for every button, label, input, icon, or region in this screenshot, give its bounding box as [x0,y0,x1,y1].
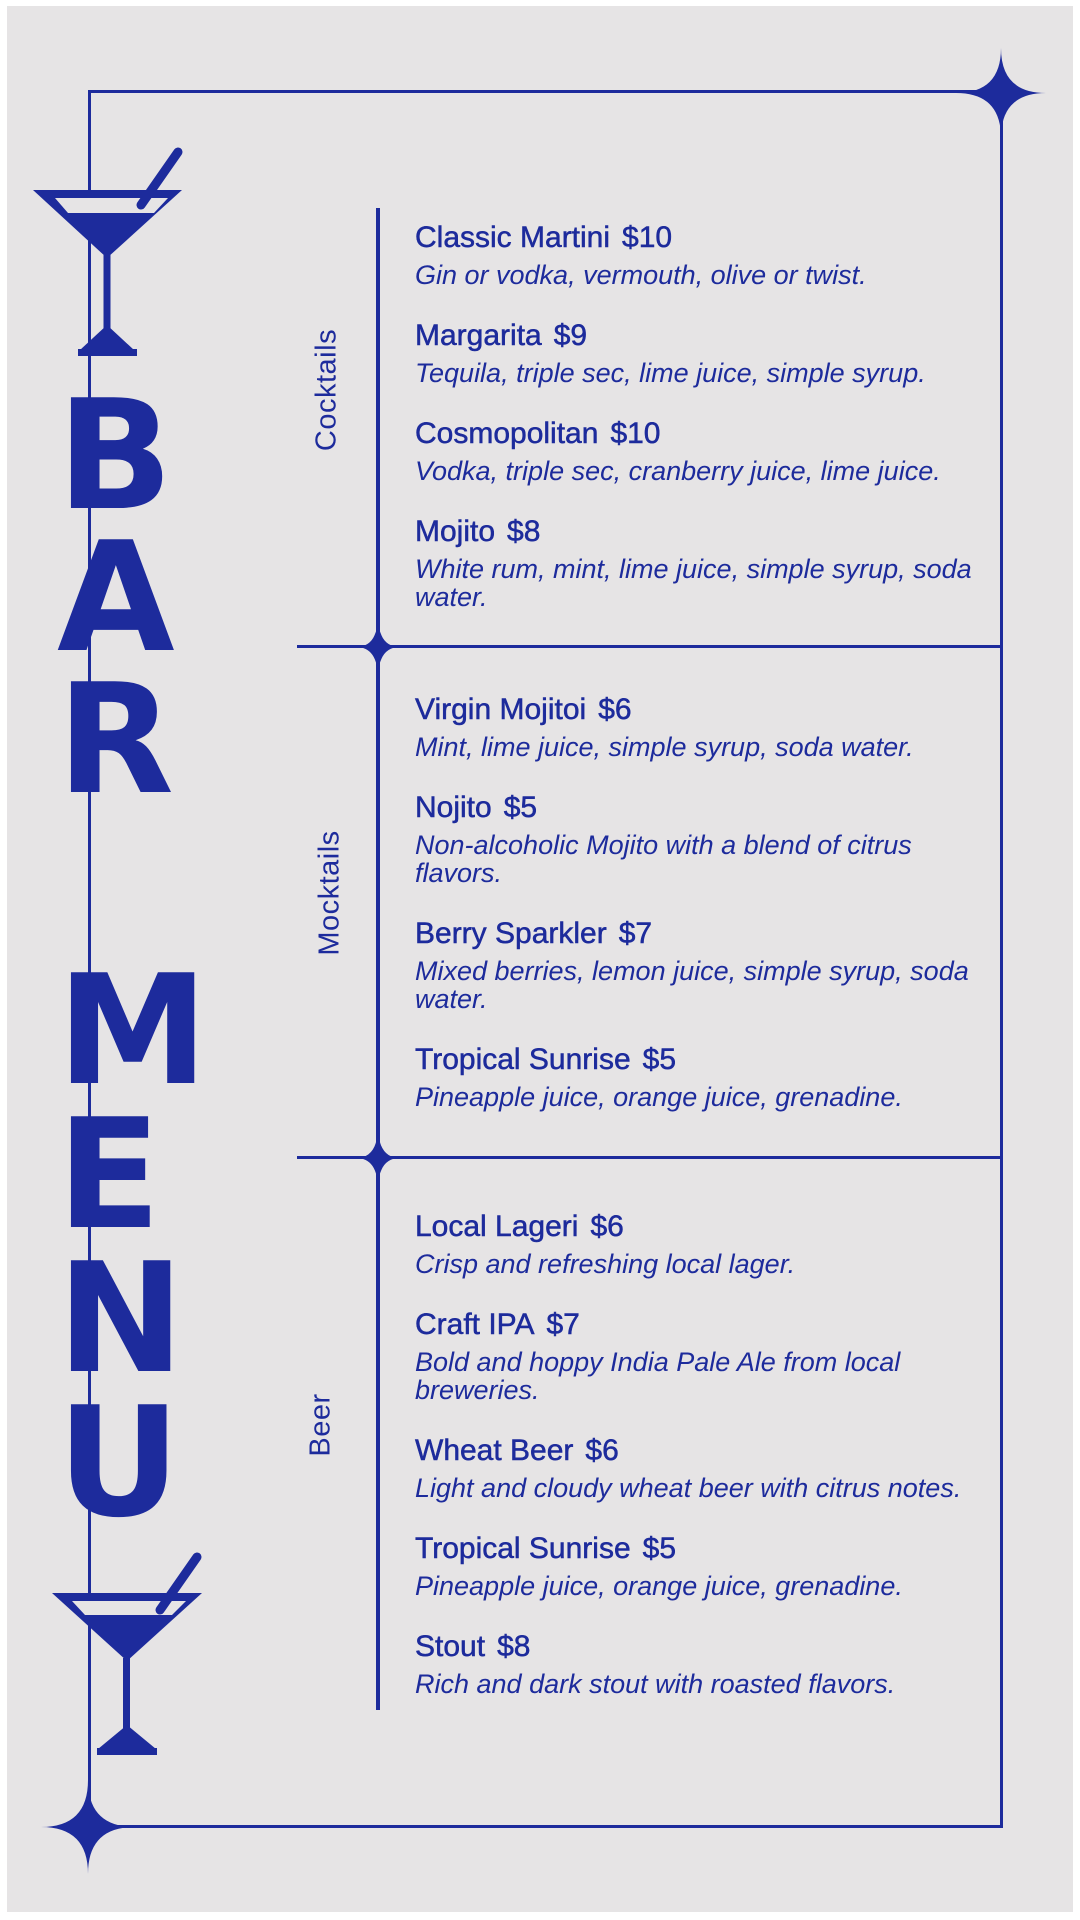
item-name: Nojito [415,791,492,824]
item-price: $9 [553,319,588,352]
item-price: $10 [610,417,661,450]
menu-item-title [415,1630,995,1664]
sparkle-icon [955,47,1047,139]
diamond-sparkle-icon [355,1125,401,1191]
item-name: Virgin Mojitoi [415,693,587,726]
menu-item [415,1210,995,1278]
item-name: Stout [415,1630,486,1663]
item-description: Crisp and refreshing local lager. [415,1249,796,1279]
martini-glass-icon [40,1545,215,1760]
item-name: Mojito [415,515,496,548]
item-price: $6 [590,1210,624,1243]
menu-item [415,1532,995,1600]
menu-item-title [415,1043,995,1077]
title-letter: U [57,1373,181,1551]
menu-item-title [415,1434,995,1468]
menu-item [415,693,995,761]
menu-item-title [415,221,995,255]
section-divider [297,645,1001,648]
item-description: Mixed berries, lemon juice, simple syrup, soda water. [415,956,969,1014]
menu-item-title [415,1308,995,1342]
item-description: Vodka, triple sec, cranberry juice, lime juice. [415,456,941,486]
section-items-mocktails [415,693,995,1141]
item-name: Tropical Sunrise [415,1043,631,1076]
item-description: Bold and hoppy India Pale Ale from local breweries. [415,1347,901,1405]
items-rule [376,208,380,1710]
item-name: Craft IPA [415,1308,535,1341]
section-items-beer [415,1210,995,1728]
item-price: $5 [642,1532,677,1565]
title-letter: N [57,1229,185,1407]
title-letter: B [57,366,173,544]
menu-item [415,1308,995,1404]
title-letter: A [57,508,175,686]
item-price: $6 [598,693,632,726]
frame-border-right [1000,93,1003,1827]
menu-item-title [415,791,995,825]
item-price: $8 [507,515,541,548]
menu-item [415,917,995,1013]
section-label-cocktails: Cocktails [310,328,343,452]
menu-item [415,417,995,485]
sparkle-icon [40,1779,136,1875]
item-price: $6 [585,1434,619,1467]
item-name: Local Lageri [415,1210,579,1243]
section-label-mocktails: Mocktails [313,830,346,956]
menu-item-title [415,917,995,951]
menu-item [415,1434,995,1502]
item-description: Non-alcoholic Mojito with a blend of citrus flavors. [415,830,912,888]
item-description: Tequila, triple sec, lime juice, simple syrup. [415,358,926,388]
frame-border-bottom [88,1825,1003,1828]
item-description: Gin or vodka, vermouth, olive or twist. [415,260,867,290]
item-description: White rum, mint, lime juice, simple syrup, soda water. [415,554,972,612]
item-description: Mint, lime juice, simple syrup, soda water. [415,732,914,762]
menu-item-title [415,515,995,549]
frame-border-top [88,90,1001,93]
section-label-beer: Beer [304,1393,337,1457]
page-title-bar [57,366,175,828]
menu-item [415,319,995,387]
item-description: Rich and dark stout with roasted flavors. [415,1669,896,1699]
menu-item [415,1043,995,1111]
item-price: $7 [618,917,653,950]
item-description: Pineapple juice, orange juice, grenadine. [415,1571,903,1601]
menu-item [415,515,995,611]
menu-item-title [415,319,995,353]
title-letter: R [57,650,175,828]
menu-item-title [415,1532,995,1566]
item-price: $10 [622,221,673,254]
menu-item [415,1630,995,1698]
item-description: Pineapple juice, orange juice, grenadine. [415,1082,903,1112]
item-price: $5 [642,1043,677,1076]
item-description: Light and cloudy wheat beer with citrus notes. [415,1473,962,1503]
menu-item-title [415,417,995,451]
item-name: Tropical Sunrise [415,1532,631,1565]
item-name: Wheat Beer [415,1434,574,1467]
title-letter: E [57,1085,161,1263]
martini-glass-icon [20,140,195,365]
item-price: $5 [503,791,538,824]
item-price: $7 [546,1308,580,1341]
item-price: $8 [497,1630,531,1663]
item-name: Berry Sparkler [415,917,607,950]
diamond-sparkle-icon [355,614,401,680]
menu-item [415,791,995,887]
section-divider [297,1156,1001,1159]
item-name: Classic Martini [415,221,611,254]
section-items-cocktails [415,221,995,641]
item-name: Cosmopolitan [415,417,599,450]
page-title-menu [57,941,209,1551]
item-name: Margarita [415,319,542,352]
title-letter: M [57,941,209,1119]
menu-item-title [415,693,995,727]
menu-item [415,221,995,289]
menu-item-title [415,1210,995,1244]
